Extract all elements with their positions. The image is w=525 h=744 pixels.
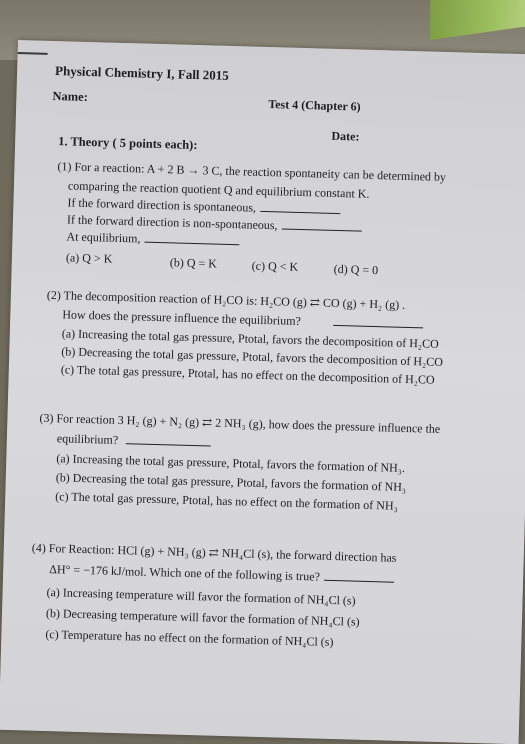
answer-blank[interactable] [333, 315, 423, 329]
q1-line3: If the forward direction is spontaneous, [67, 195, 340, 218]
test-label: Test 4 (Chapter 6) [268, 97, 361, 114]
q1-line5: At equilibrium, [66, 229, 239, 249]
q2-option-b: (b) Decreasing the total gas pressure, Ptotal, favors the decomposition of H₂CO [61, 344, 444, 369]
q4-line2: ΔH° = −176 kJ/mol. Which one of the following is true? [49, 562, 394, 587]
q3-option-c: (c) The total gas pressure, Ptotal, has no effect on the formation of NH₃ [55, 489, 398, 513]
answer-blank[interactable] [260, 201, 340, 214]
q2-line1: (2) The decomposition reaction of H₂CO is: H₂CO (g) ⇄ CO (g) + H₂ (g) . [46, 287, 406, 312]
q3-option-a: (a) Increasing the total gas pressure, Ptotal, favors the formation of NH₃. [56, 451, 406, 475]
q2-option-c: (c) The total gas pressure, Ptotal, has no effect on the decomposition of H₂CO [60, 362, 435, 387]
q1-option-d: (d) Q = 0 [333, 261, 379, 278]
answer-blank[interactable] [144, 232, 239, 246]
q3-line1: (3) For reaction 3 H₂ (g) + N₂ (g) ⇄ 2 NH₃ (g), how does the pressure influence the [39, 410, 441, 436]
q3-option-b: (b) Decreasing the total gas pressure, Ptotal, favors the formation of NH₃ [55, 470, 407, 495]
answer-blank[interactable] [126, 433, 211, 446]
exam-sheet [0, 40, 525, 744]
q2-line2: How does the pressure influence the equilibrium? [62, 307, 423, 332]
q4-option-c: (c) Temperature has no effect on the formation of NH₄Cl (s) [45, 627, 334, 650]
q2-option-a: (a) Increasing the total gas pressure, Ptotal, favors the decomposition of H₂CO [61, 326, 439, 351]
q1-line1: (1) For a reaction: A + 2 B → 3 C, the reaction spontaneity can be determined by [57, 159, 447, 185]
date-label: Date: [331, 128, 360, 144]
pencil-mark [18, 52, 48, 55]
q1-option-b: (b) Q = K [169, 255, 218, 271]
q1-option-a: (a) Q > K [65, 250, 113, 266]
q3-line2: equilibrium? [57, 431, 212, 450]
q1-option-c: (c) Q < K [251, 258, 299, 274]
course-title: Physical Chemistry I, Fall 2015 [54, 63, 229, 83]
q1-line4: If the forward direction is non-spontaneous, [67, 212, 362, 235]
answer-blank[interactable] [324, 570, 394, 583]
q4-option-a: (a) Increasing temperature will favor the formation of NH₄Cl (s) [46, 585, 356, 608]
section-title: 1. Theory ( 5 points each): [57, 134, 198, 153]
q4-line1: (4) For Reaction: HCl (g) + NH₃ (g) ⇄ NH₄Cl (s), the forward direction has [31, 540, 397, 565]
answer-blank[interactable] [281, 218, 361, 231]
q4-option-b: (b) Decreasing temperature will favor the formation of NH₄Cl (s) [45, 606, 360, 629]
q1-line2: comparing the reaction quotient Q and equilibrium constant K. [67, 178, 370, 201]
name-label: Name: [52, 88, 89, 104]
